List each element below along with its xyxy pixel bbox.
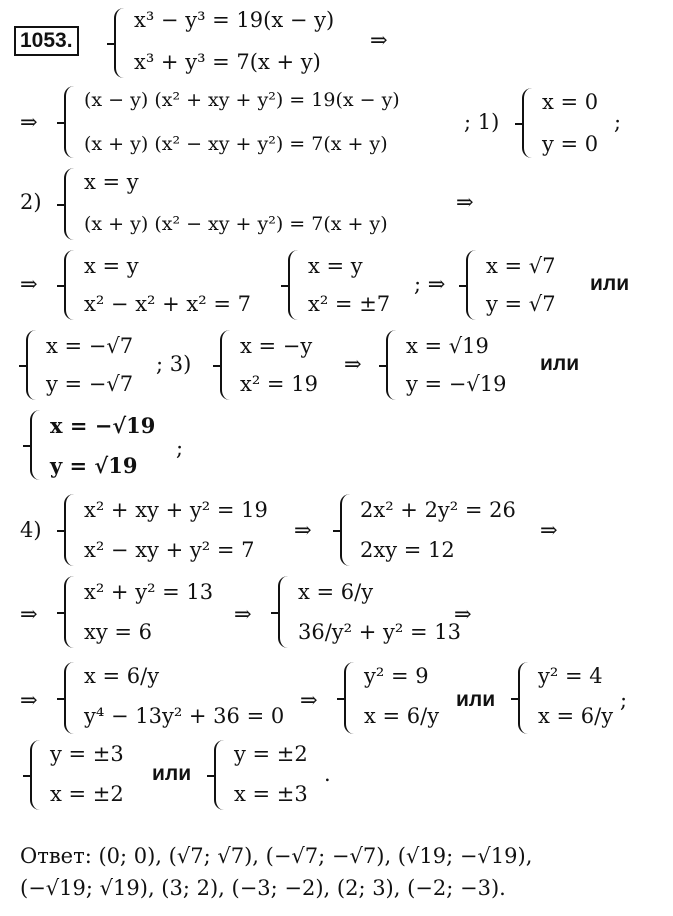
brace [466, 250, 476, 320]
case-label: 2) [20, 190, 42, 214]
brace [30, 410, 40, 480]
equation: (x − y) (x² + xy + y²) = 19(x − y) [84, 89, 400, 111]
brace [340, 494, 350, 566]
arrow: ⇒ [454, 602, 472, 626]
equation: x = ±2 [50, 782, 124, 806]
equation: x² + y² = 13 [84, 580, 214, 604]
equation: x³ − y³ = 19(x − y) [134, 8, 335, 32]
equation: x = ±3 [234, 782, 308, 806]
equation: x² − xy + y² = 7 [84, 538, 255, 562]
equation: y = √19 [50, 453, 138, 478]
arrow: ⇒ [20, 602, 38, 626]
separator: . [324, 762, 331, 786]
arrow: ⇒ [20, 688, 38, 712]
equation: y = 0 [542, 132, 599, 156]
equation: x = y [84, 254, 139, 278]
brace [64, 494, 74, 566]
brace [64, 168, 74, 240]
equation: x = y [308, 254, 363, 278]
arrow: ⇒ [540, 518, 558, 542]
brace [386, 330, 396, 400]
case-label: ; 3) [156, 352, 192, 376]
equation: x² = ±7 [308, 292, 391, 316]
equation: 36/y² + y² = 13 [298, 620, 461, 644]
arrow: ⇒ [294, 518, 312, 542]
equation: y = ±3 [50, 742, 124, 766]
arrow: ⇒ [344, 352, 362, 376]
equation: y = −√19 [406, 372, 507, 396]
brace [64, 250, 74, 320]
brace [518, 662, 528, 734]
brace [64, 86, 74, 158]
equation: 2xy = 12 [360, 538, 455, 562]
equation: x = −√19 [50, 413, 156, 438]
brace [30, 740, 40, 810]
separator: ; [176, 436, 184, 460]
equation: x = 6/y [538, 704, 614, 728]
equation: y² = 4 [538, 664, 603, 688]
equation: (x + y) (x² − xy + y²) = 7(x + y) [84, 133, 388, 155]
brace [114, 8, 124, 78]
equation: x = 6/y [364, 704, 440, 728]
equation: x = −y [240, 334, 313, 358]
brace [214, 740, 224, 810]
brace [522, 88, 532, 158]
equation: y = √7 [486, 292, 556, 316]
arrow: ⇒ [300, 688, 318, 712]
equation: y⁴ − 13y² + 36 = 0 [84, 704, 285, 728]
equation: y² = 9 [364, 664, 429, 688]
or-word: или [540, 352, 580, 375]
case-label: 4) [20, 518, 42, 542]
equation: x² − x² + x² = 7 [84, 292, 251, 316]
or-word: или [456, 688, 496, 711]
equation: xy = 6 [84, 620, 153, 644]
equation: x² = 19 [240, 372, 318, 396]
or-word: или [152, 762, 192, 785]
arrow: ⇒ [234, 602, 252, 626]
arrow: ⇒ [20, 272, 38, 296]
separator: ; [620, 688, 628, 712]
equation: (x + y) (x² − xy + y²) = 7(x + y) [84, 213, 388, 235]
arrow: ⇒ [456, 190, 474, 214]
equation: x = y [84, 170, 139, 194]
equation: x = 0 [542, 90, 599, 114]
brace [64, 662, 74, 734]
brace [278, 576, 288, 648]
brace [64, 576, 74, 648]
equation: x² + xy + y² = 19 [84, 498, 268, 522]
equation: x = −√7 [46, 334, 134, 358]
or-word: или [590, 272, 630, 295]
brace [220, 330, 230, 400]
brace [288, 250, 298, 320]
brace [26, 330, 36, 400]
answer-line: (−√19; √19), (3; 2), (−3; −2), (2; 3), (−2; −3). [20, 876, 506, 900]
arrow: ⇒ [20, 110, 38, 134]
case-label: ; 1) [464, 110, 500, 134]
arrow: ⇒ [370, 28, 388, 52]
equation: y = −√7 [46, 372, 134, 396]
equation: x = √19 [406, 334, 489, 358]
answer-line: Ответ: (0; 0), (√7; √7), (−√7; −√7), (√19; −√19), [20, 844, 533, 868]
equation: x = √7 [486, 254, 556, 278]
separator: ; [614, 110, 622, 134]
separator: ; ⇒ [414, 272, 446, 296]
problem-number: 1053. [14, 26, 79, 56]
equation: y = ±2 [234, 742, 308, 766]
equation: 2x² + 2y² = 26 [360, 498, 516, 522]
equation: x³ + y³ = 7(x + y) [134, 50, 321, 74]
equation: x = 6/y [84, 664, 160, 688]
equation: x = 6/y [298, 580, 374, 604]
brace [344, 662, 354, 734]
